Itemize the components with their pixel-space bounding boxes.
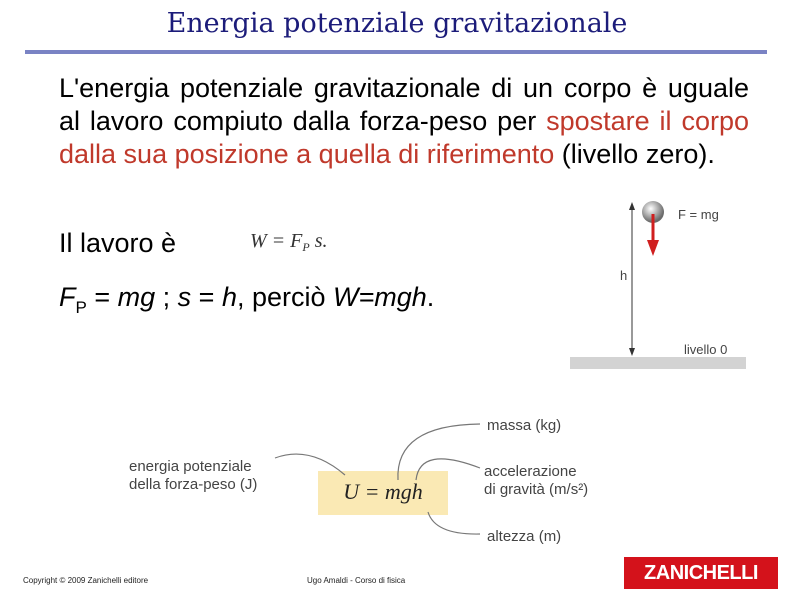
accel-label [484, 463, 588, 499]
force-label: F = mg [678, 207, 719, 222]
work-label: Il lavoro è [59, 228, 177, 258]
work-formula-w: W = F [250, 230, 303, 252]
relation-wmgh: W=mgh [333, 282, 427, 312]
course-text: Ugo Amaldi - Corso di fisica [307, 576, 406, 585]
relation-line [59, 282, 434, 318]
connector-accel [416, 459, 480, 480]
relation-eq2: = [191, 282, 222, 312]
relation-mg: mg [117, 282, 156, 312]
relation-eq1: = [86, 282, 118, 312]
ground-label: livello 0 [684, 342, 728, 357]
formula-u: U = mgh [343, 479, 423, 504]
logo-text: ZANICHELLI [644, 562, 758, 584]
altitude-label: altezza (m) [487, 528, 562, 545]
height-arrow-down-icon [629, 348, 635, 356]
slide-title: Energia potenziale gravitazionale [166, 8, 628, 39]
relation-therefore: , perciò [236, 282, 334, 312]
definition-text-1: L'energia potenziale gravitazionale di un corpo è uguale al lavoro compiuto dalla forza-peso per [59, 73, 749, 136]
definition-highlight: spostare il corpo dalla sua posizione a quella di riferimento [59, 106, 749, 169]
work-formula [250, 230, 328, 255]
definition-text-3: (livello zero). [554, 139, 715, 169]
energy-label [129, 458, 257, 494]
connector-energy [275, 454, 345, 475]
height-label: h [620, 268, 628, 283]
title-underline [25, 50, 767, 54]
definition-paragraph [59, 72, 749, 171]
relation-end: . [426, 282, 435, 312]
height-arrow-up-icon [629, 202, 635, 210]
force-arrow-head-icon [647, 240, 659, 256]
relation-sep: ; [155, 282, 178, 312]
work-formula-sub: P [302, 240, 310, 254]
relation-fp: F [59, 282, 76, 312]
accel-label-line1: accelerazione [484, 463, 577, 480]
relation-h: h [221, 282, 237, 312]
copyright-text: Copyright © 2009 Zanichelli editore [23, 576, 149, 585]
relation-fp-sub: P [75, 298, 87, 317]
connector-mass [398, 424, 480, 480]
relation-s: s [177, 282, 192, 312]
ground-level [570, 357, 746, 369]
publisher-logo [624, 557, 778, 589]
formula-connectors [270, 400, 490, 550]
work-line [59, 228, 176, 259]
energy-label-line2: della forza-peso (J) [129, 476, 258, 493]
work-formula-end: s. [309, 230, 328, 252]
height-diagram [560, 190, 760, 360]
energy-label-line1: energia potenziale [129, 458, 252, 475]
accel-label-line2: di gravità (m/s²) [484, 481, 589, 498]
connector-height [428, 512, 480, 534]
mass-label: massa (kg) [487, 417, 562, 434]
